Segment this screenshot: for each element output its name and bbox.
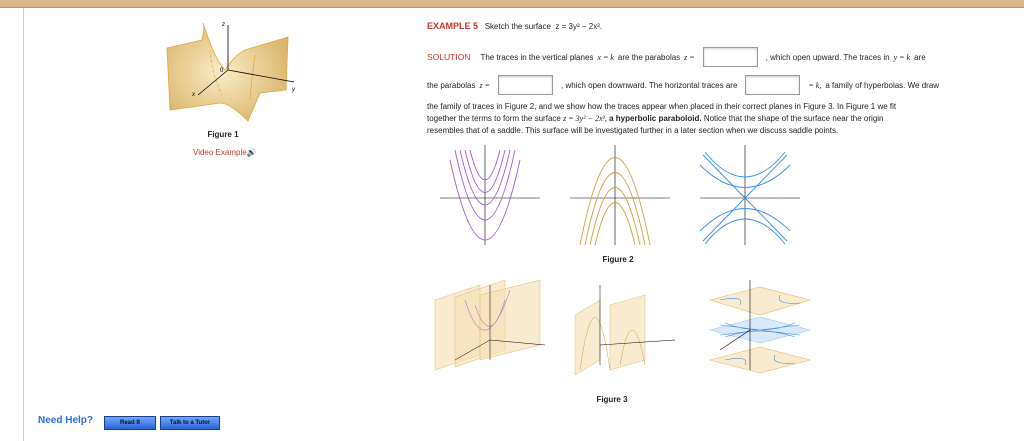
figure-3-traces-in-planes xyxy=(430,275,820,385)
axis-z-label: z xyxy=(222,22,225,28)
answer-input-3[interactable] xyxy=(745,75,800,95)
solution-line-3: the family of traces in Figure 2, and we show how the traces appear when placed in their correct planes in Figure 3. In Figure 1 we fit xyxy=(427,102,897,111)
speaker-icon[interactable]: 🔊 xyxy=(246,148,257,157)
vertical-planes-x xyxy=(435,280,545,370)
top-bar xyxy=(0,0,1024,8)
figure-1-caption: Figure 1 xyxy=(207,130,239,139)
example-label: EXAMPLE 5 xyxy=(427,21,479,31)
figure-2-caption: Figure 2 xyxy=(602,255,634,264)
video-example-link[interactable] xyxy=(193,142,257,160)
solution-label: SOLUTION xyxy=(427,52,471,62)
traces-y-equals-k xyxy=(570,145,670,245)
text: Notice that the shape of the surface near the origin xyxy=(703,114,884,123)
text: , which open downward. The horizontal traces are xyxy=(561,80,738,90)
example-prompt: Sketch the surface xyxy=(484,22,551,31)
math: x = k xyxy=(597,52,614,62)
figure-2-traces xyxy=(435,140,815,250)
math: z = 3y² − 2x², xyxy=(563,114,607,123)
text: The traces in the vertical planes xyxy=(480,52,594,62)
traces-x-equals-k xyxy=(440,145,540,245)
vertical-planes-y xyxy=(575,285,675,375)
divider xyxy=(23,8,24,441)
math: = k, xyxy=(808,80,822,90)
example-heading xyxy=(427,20,602,33)
math: z = xyxy=(684,52,695,62)
term-hyperbolic-paraboloid: a hyperbolic paraboloid. xyxy=(609,114,702,123)
axis-y-label: y xyxy=(292,87,295,93)
solution-line-1 xyxy=(427,46,926,68)
answer-input-2[interactable] xyxy=(498,75,553,95)
answer-input-1[interactable] xyxy=(703,47,758,67)
figure-3-caption: Figure 3 xyxy=(596,395,628,404)
text: are xyxy=(914,52,926,62)
text: a family of hyperbolas. We draw xyxy=(825,80,940,90)
read-it-button[interactable]: Read It xyxy=(104,416,156,430)
text: together the terms to form the surface xyxy=(427,114,561,123)
solution-line-2 xyxy=(427,74,939,96)
text: the parabolas xyxy=(427,80,476,90)
math: y = k xyxy=(893,52,911,62)
video-example-label[interactable]: Video Example xyxy=(193,148,247,157)
figure-1-saddle-surface xyxy=(160,15,300,125)
horizontal-planes xyxy=(710,280,810,373)
solution-line-5: resembles that of a saddle. This surface will be investigated further in a later section when we discuss saddle points. xyxy=(427,126,839,135)
need-help-label: Need Help? xyxy=(38,415,94,426)
math: z = xyxy=(479,80,490,90)
origin-label: 0 xyxy=(220,68,224,74)
text: , which open upward. The traces in xyxy=(765,52,890,62)
axis-x-label: x xyxy=(192,92,195,98)
text: are the parabolas xyxy=(617,52,681,62)
talk-to-tutor-button[interactable]: Talk to a Tutor xyxy=(160,416,220,430)
horizontal-traces-hyperbolas xyxy=(700,145,800,245)
example-equation: z = 3y² − 2x². xyxy=(555,22,603,31)
